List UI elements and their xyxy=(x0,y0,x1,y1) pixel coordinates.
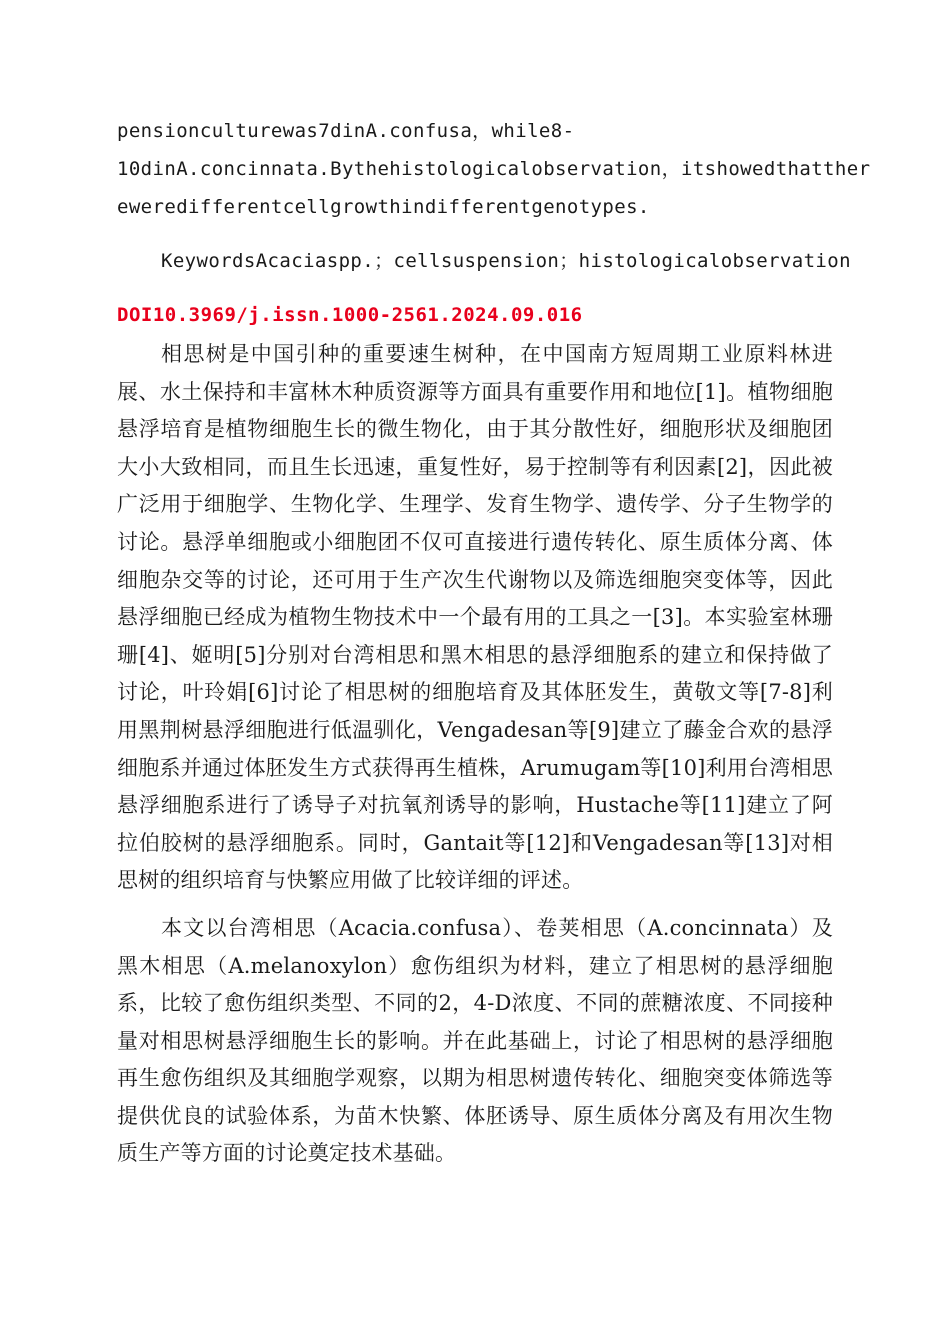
document-page xyxy=(117,112,871,1173)
abstract-line-3: eweredifferentcellgrowthindifferentgenotypes. xyxy=(117,196,650,218)
body-paragraph-1: 相思树是中国引种的重要速生树种，在中国南方短周期工业原料林进展、水土保持和丰富林木种质资源等方面具有重要作用和地位[1]。植物细胞悬浮培育是植物细胞生长的微生物化，由于其分散性好，细胞形状及细胞团大小大致相同，而且生长迅速，重复性好，易于控制等有利因素[2]，因此被广泛用于细胞学、生物化学、生理学、发育生物学、遗传学、分子生物学的讨论。悬浮单细胞或小细胞团不仅可直接进行遗传转化、原生质体分离、体细胞杂交等的讨论，还可用于生产次生代谢物以及筛选细胞突变体等，因此悬浮细胞已经成为植物生物技术中一个最有用的工具之一[3]。本实验室林珊珊[4]、姬明[5]分别对台湾相思和黑木相思的悬浮细胞系的建立和保持做了讨论，叶玲娟[6]讨论了相思树的细胞培育及其体胚发生，黄敬文等[7-8]利用黑荆树悬浮细胞进行低温驯化，Vengadesan等[9]建立了藤金合欢的悬浮细胞系并通过体胚发生方式获得再生植株，Arumugam等[10]利用台湾相思悬浮细胞系进行了诱导子对抗氧剂诱导的影响，Hustache等[11]建立了阿拉伯胶树的悬浮细胞系。同时，Gantait等[12]和Vengadesan等[13]对相思树的组织培育与快繁应用做了比较详细的评述。 xyxy=(117,342,833,893)
doi-link[interactable]: DOI10.3969/j.issn.1000-2561.2024.09.016 xyxy=(117,304,583,326)
body-paragraph-2: 本文以台湾相思（Acacia.confusa）、卷荚相思（A.concinnata）及黑木相思（A.melanoxylon）愈伤组织为材料，建立了相思树的悬浮细胞系，比较了愈伤组织类型、不同的2，4-D浓度、不同的蔗糖浓度、不同接种量对相思树悬浮细胞生长的影响。并在此基础上，讨论了相思树的悬浮细胞再生愈伤组织及其细胞学观察，以期为相思树遗传转化、细胞突变体筛选等提供优良的试验体系，为苗木快繁、体胚诱导、原生质体分离及有用次生物质生产等方面的讨论奠定技术基础。 xyxy=(117,915,833,1166)
abstract-line-1: pensionculturewas7dinA.confusa，while8- xyxy=(117,120,575,142)
keywords: KeywordsAcaciaspp.；cellsuspension；histologicalobservation xyxy=(161,250,851,272)
abstract-line-2: 10dinA.concinnata.Bythehistologicalobservation，itshowedthatther xyxy=(117,158,871,180)
